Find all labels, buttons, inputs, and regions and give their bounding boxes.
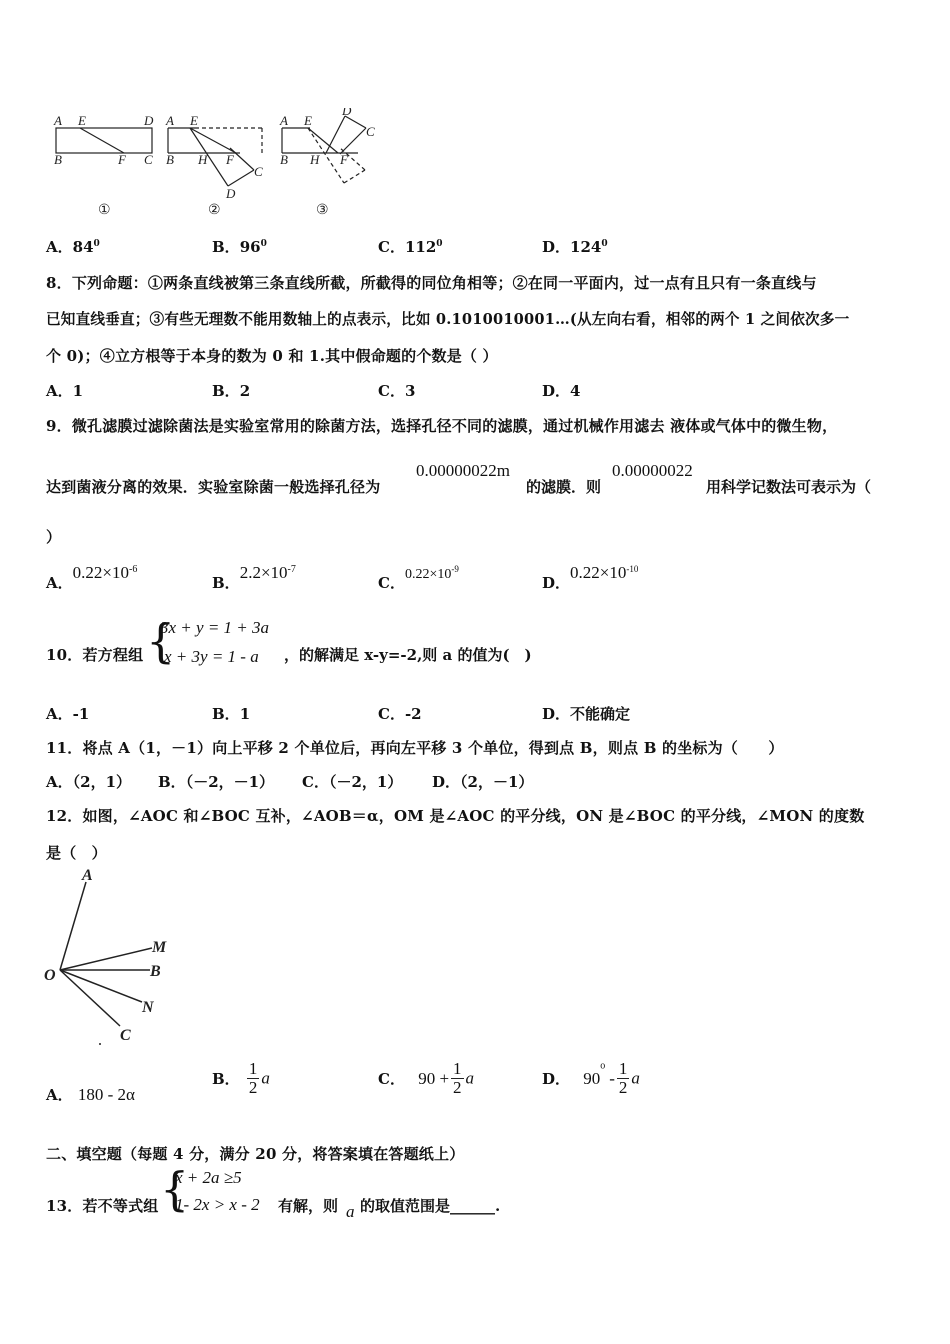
option-base: 0.22×10: [72, 563, 129, 582]
fig1-caption: ①: [98, 203, 111, 218]
q11-option-d[interactable]: [432, 771, 533, 792]
option-value: 124: [570, 238, 602, 256]
fig1-label-F: F: [118, 152, 126, 167]
option-base: 0.22×10: [570, 563, 627, 582]
q12-label-B: B: [150, 963, 161, 980]
q13-mid: 有解，则: [278, 1197, 339, 1215]
q9-line-1: 9．微孔滤膜过滤除菌法是实验室常用的除菌方法，选择孔径不同的滤膜，通过机械作用滤去 液体或气体中的微生物，: [46, 417, 838, 435]
q10-option-d[interactable]: [542, 703, 630, 724]
q9-value-2: 0.00000022: [612, 461, 693, 480]
q13-prefix: 13．若不等式组: [46, 1197, 159, 1215]
q9-line-2b: 的滤膜．则: [526, 478, 602, 496]
q7-option-c[interactable]: [378, 236, 443, 257]
option-value: 112: [404, 238, 437, 256]
q9-line-3: ）: [46, 528, 62, 546]
fig1-label-C: C: [144, 152, 153, 167]
fraction-denominator: 2: [618, 1078, 628, 1097]
option-base: 0.22×10: [404, 567, 452, 582]
q9-option-c[interactable]: [378, 562, 459, 592]
q10-eq-1: 3x + y = 1 + 3a: [160, 618, 270, 637]
option-key: B．: [158, 773, 186, 791]
q12-label-O: O: [44, 967, 56, 984]
q11-line: 11．将点 A（1，－1）向上平移 2 个单位后，再向左平移 3 个单位，得到点 B，则点 B 的坐标为（ ）: [46, 739, 784, 757]
q10-option-c[interactable]: [378, 703, 422, 724]
degree-sup: o: [600, 1060, 606, 1072]
q7-option-d[interactable]: [542, 236, 608, 257]
q8-line-2: 已知直线垂直；③有些无理数不能用数轴上的点表示，比如 0.1010010001…(从左向右看，相邻的两个 1 之间依次多一: [46, 311, 850, 328]
fraction-denominator: 2: [453, 1078, 462, 1097]
fig2-label-A: A: [166, 113, 174, 128]
q10-option-a[interactable]: [46, 703, 89, 724]
option-value: 1: [239, 705, 251, 723]
q12-line-1: 12．如图，∠AOC 和∠BOC 互补，∠AOB＝α，OM 是∠AOC 的平分线，ON 是∠BOC 的平分线，∠MON 的度数: [46, 807, 865, 825]
option-value: 180 - 2α: [77, 1085, 135, 1104]
q12-label-C: C: [120, 1027, 131, 1044]
option-base: 2.2×10: [239, 563, 288, 582]
option-prefix: 90: [583, 1068, 601, 1088]
q8-line-3: 个 0)；④立方根等于本身的数为 0 和 1.其中假命题的个数是（ ）: [46, 347, 498, 365]
option-sup: 0: [93, 239, 100, 249]
fig2-label-E: E: [190, 113, 198, 128]
option-value: 2: [239, 382, 251, 400]
q10-eq-2: x + 3y = 1 - a: [164, 647, 259, 666]
q13-suffix[interactable]: 的取值范围是______.: [360, 1197, 501, 1215]
option-key: B．: [212, 1070, 240, 1088]
fig3-label-A: A: [280, 113, 288, 128]
q8-option-c[interactable]: [378, 380, 415, 401]
fig3-caption: ③: [316, 203, 329, 218]
q10-brace: {: [146, 614, 176, 668]
option-value: （2，－1）: [460, 773, 534, 791]
option-key: B．: [212, 238, 240, 256]
option-key: C．: [378, 238, 405, 256]
option-key: A．: [46, 705, 73, 723]
option-value: （－2，－1）: [185, 773, 275, 791]
option-key: C．: [378, 1070, 405, 1088]
fraction-denominator: 2: [248, 1078, 258, 1097]
q13-ineq-2: 1- 2x > x - 2: [175, 1195, 260, 1214]
option-exp: -10: [626, 564, 639, 574]
q12-label-M: M: [152, 939, 167, 956]
section-2-heading: 二、填空题（每题 4 分，满分 20 分，将答案填在答题纸上）: [46, 1145, 465, 1163]
option-exp: -6: [128, 564, 138, 575]
option-key: A．: [46, 382, 73, 400]
option-key: C．: [378, 574, 405, 592]
option-value: 1: [72, 382, 84, 400]
q9-option-a[interactable]: [46, 562, 138, 592]
fig3-label-D: D: [342, 108, 352, 118]
option-value: 3: [404, 382, 416, 400]
fig1-label-D: D: [144, 113, 154, 128]
option-key: D．: [432, 773, 461, 791]
q11-option-c[interactable]: [302, 771, 402, 792]
q8-line-1: 8．下列命题：①两条直线被第三条直线所截，所截得的同位角相等；②在同一平面内，过一点有且只有一条直线与: [46, 274, 817, 292]
fig2-label-C: C: [254, 164, 263, 179]
fig3-label-F: F: [340, 152, 348, 167]
option-key: D．: [542, 238, 571, 256]
option-value: （2，1）: [72, 773, 132, 791]
option-key: D．: [542, 574, 571, 592]
q13-var-a: a: [346, 1202, 355, 1221]
option-key: D．: [542, 1070, 571, 1088]
q12-option-a[interactable]: [46, 1084, 135, 1105]
option-sup: 0: [436, 239, 443, 249]
fig2-label-B: B: [166, 152, 174, 167]
option-value: 84: [72, 238, 94, 256]
option-value: （－2，1）: [328, 773, 403, 791]
fig3-label-C: C: [366, 124, 375, 139]
q11-option-b[interactable]: [158, 771, 274, 792]
q12-label-A: A: [82, 867, 93, 884]
q8-option-b[interactable]: [212, 380, 250, 401]
option-value: 不能确定: [570, 705, 631, 723]
q11-option-a[interactable]: [46, 771, 131, 792]
option-key: A．: [46, 1086, 73, 1104]
option-exp: -7: [287, 564, 296, 575]
option-key: B．: [212, 382, 240, 400]
option-value: -2: [404, 705, 422, 723]
fraction-numerator: 1: [453, 1059, 462, 1078]
option-sup: 0: [260, 239, 267, 249]
fig1-label-A: A: [54, 113, 62, 128]
option-exp: -9: [451, 564, 459, 574]
option-variable: a: [465, 1068, 475, 1088]
fig2-label-D: D: [226, 186, 236, 201]
fraction-half: [247, 1060, 260, 1097]
q8-option-d[interactable]: [542, 380, 580, 401]
option-key: C．: [302, 773, 329, 791]
option-key: A．: [46, 238, 73, 256]
q8-option-a[interactable]: [46, 380, 83, 401]
option-key: B．: [212, 705, 240, 723]
q9-line-2c: 用科学记数法可表示为（: [706, 478, 872, 496]
fraction-half: [451, 1060, 464, 1097]
q7-option-b[interactable]: [212, 236, 267, 257]
q12-option-b[interactable]: [212, 1060, 270, 1097]
fraction-numerator: 1: [618, 1059, 628, 1078]
q12-option-c[interactable]: [378, 1060, 474, 1097]
option-key: C．: [378, 705, 405, 723]
option-key: C．: [378, 382, 405, 400]
fig1-label-B: B: [54, 152, 62, 167]
q7-option-a[interactable]: [46, 236, 100, 257]
q10-prefix: 10．若方程组: [46, 646, 144, 664]
fig2-label-H: H: [198, 152, 208, 167]
q9-value-1: 0.00000022m: [416, 461, 510, 480]
option-value: 96: [239, 238, 261, 256]
fig3-label-H: H: [310, 152, 320, 167]
q13-brace: {: [160, 1162, 190, 1216]
q12-option-d[interactable]: [542, 1060, 640, 1097]
q12-line-2: 是（ ）: [46, 844, 107, 862]
q10-suffix: ，的解满足 x-y=-2,则 a 的值为( ): [284, 646, 532, 664]
q13-ineq-1: x + 2a ≥5: [175, 1168, 242, 1187]
option-variable: a: [631, 1068, 640, 1088]
option-prefix: 90 +: [418, 1068, 450, 1088]
option-value: 4: [570, 382, 581, 400]
fraction-half: [617, 1060, 630, 1097]
option-key: A．: [46, 574, 73, 592]
q9-line-2a: 达到菌液分离的效果．实验室除菌一般选择孔径为: [46, 478, 381, 496]
option-key: D．: [542, 705, 571, 723]
option-variable: a: [261, 1068, 270, 1088]
option-value: -1: [72, 705, 90, 723]
fig2-caption: ②: [208, 203, 221, 218]
fig3-label-B: B: [280, 152, 288, 167]
q9-option-b[interactable]: [212, 562, 296, 592]
q10-option-b[interactable]: [212, 703, 250, 724]
q7-figures: [40, 108, 400, 220]
fig1-label-E: E: [78, 113, 86, 128]
q12-angle-figure: [40, 866, 190, 1046]
fig2-label-F: F: [226, 152, 234, 167]
option-key: A．: [46, 773, 73, 791]
option-key: D．: [542, 382, 571, 400]
fig3-label-E: E: [304, 113, 312, 128]
option-sup: 0: [601, 239, 608, 249]
option-minus: -: [609, 1068, 615, 1088]
fraction-numerator: 1: [248, 1059, 258, 1078]
q12-label-N: N: [142, 999, 154, 1016]
option-key: B．: [212, 574, 240, 592]
q9-option-d[interactable]: [542, 562, 639, 592]
